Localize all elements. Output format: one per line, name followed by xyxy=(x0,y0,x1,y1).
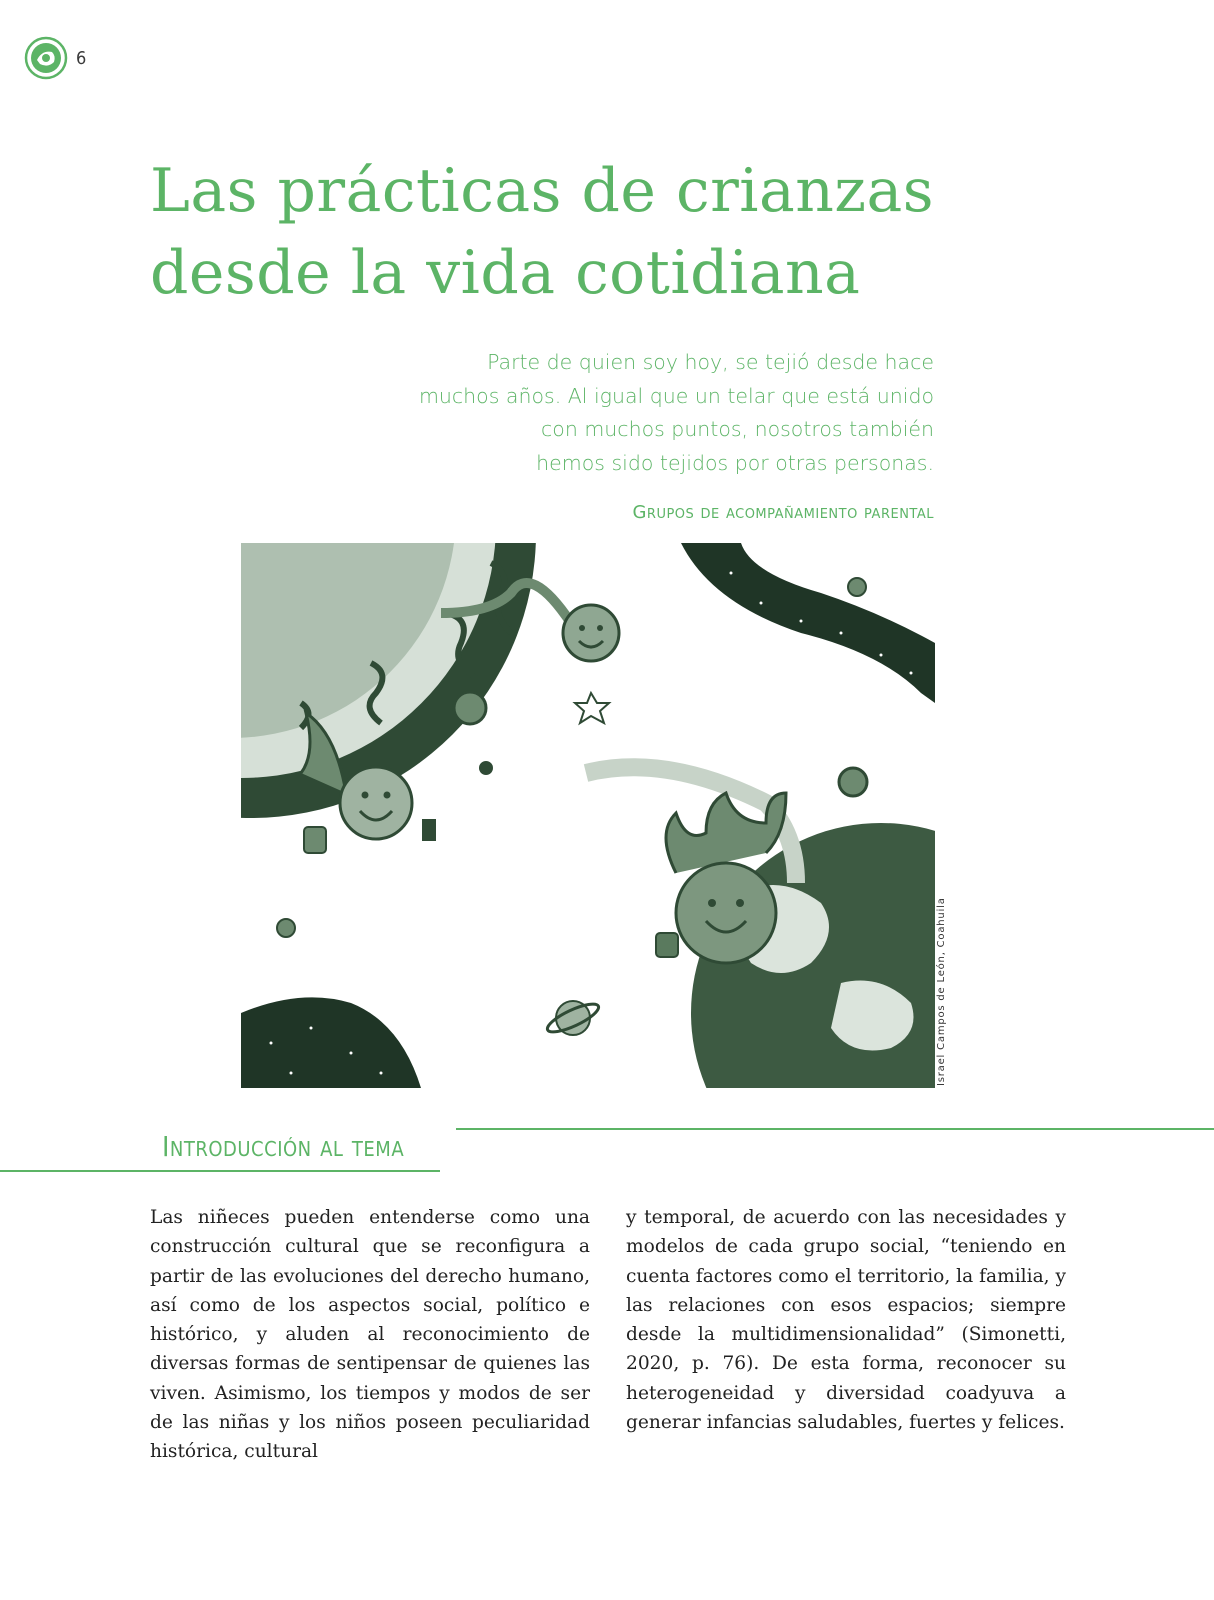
page-number: 6 xyxy=(76,47,87,69)
emblem-icon xyxy=(24,36,68,80)
section-title: Introducción al tema xyxy=(162,1130,405,1163)
epigraph-source: Grupos de acompañamiento parental xyxy=(632,502,934,523)
section-divider-left xyxy=(0,1170,440,1172)
body-column-2: y temporal, de acuerdo con las necesidades y modelos de cada grupo social, “teniendo en cuenta factores como el territorio, la familia, y las relaciones con esos espacios; siempre desde la multidimensionalidad” (Simonetti, 2020, p. 76). De esta forma, reconocer su heterogeneidad y diversidad coadyuva a generar infancias saludables, fuertes y felices. xyxy=(626,1207,1066,1434)
section-divider-right xyxy=(456,1128,1214,1130)
galaxy-corner xyxy=(241,997,421,1088)
space-illustration xyxy=(241,543,935,1088)
page-header xyxy=(24,36,86,80)
epigraph-line: hemos sido tejidos por otras personas. xyxy=(536,450,934,475)
page-title xyxy=(150,150,1050,314)
ringed-planet xyxy=(544,999,602,1037)
title-line-2: desde la vida cotidiana xyxy=(150,238,861,308)
galaxy-band xyxy=(681,543,935,703)
epigraph-quote xyxy=(380,346,934,480)
epigraph-line: Parte de quien soy hoy, se tejió desde hace xyxy=(487,350,934,374)
title-line-1: Las prácticas de crianzas xyxy=(150,156,935,226)
illustration-credit: Israel Campos de León, Coahuila xyxy=(936,897,947,1086)
body-column-1: Las niñeces pueden entenderse como una construcción cultural que se reconfigura a partir de las evoluciones del derecho humano, así como de los aspectos social, político e histórico, y aluden al reconocimiento de diversas formas de sentipensar de quienes las viven. Asimismo, los tiempos y modos de ser de las niñas y los niños poseen peculiaridad histórica, cultural xyxy=(150,1207,590,1463)
epigraph-line: muchos años. Al igual que un telar que está unido xyxy=(418,383,934,408)
epigraph-line: con muchos puntos, nosotros también xyxy=(541,417,934,441)
